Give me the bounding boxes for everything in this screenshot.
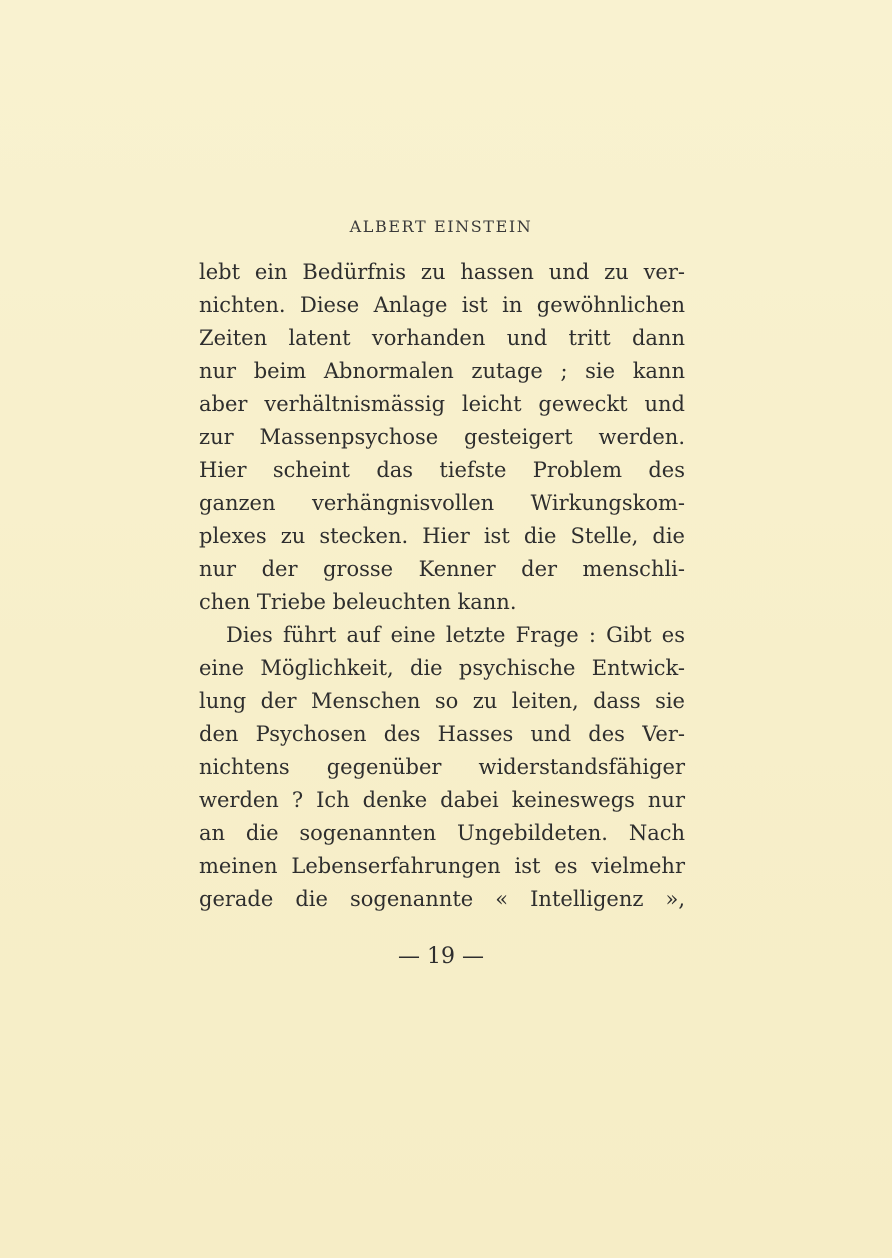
body-text: [199, 256, 685, 916]
text-line: nur beim Abnormalen zutage ; sie kann: [199, 359, 685, 383]
text-line: meinen Lebenserfahrungen ist es vielmehr: [199, 854, 685, 878]
text-line: eine Möglichkeit, die psychische Entwick-: [199, 656, 685, 680]
text-line: werden ? Ich denke dabei keineswegs nur: [199, 788, 685, 812]
text-line: gerade die sogenannte « Intelligenz »,: [199, 887, 685, 911]
text-line: plexes zu stecken. Hier ist die Stelle, die: [199, 524, 685, 548]
text-line: nur der grosse Kenner der menschli-: [199, 557, 685, 581]
text-line: ganzen verhängnisvollen Wirkungskom-: [199, 491, 685, 515]
text-line: aber verhältnismässig leicht geweckt und: [199, 392, 685, 416]
text-line: Hier scheint das tiefste Problem des: [199, 458, 685, 482]
text-line: lebt ein Bedürfnis zu hassen und zu ver-: [199, 260, 685, 284]
text-line: zur Massenpsychose gesteigert werden.: [199, 425, 685, 449]
text-line: nichten. Diese Anlage ist in gewöhnlichen: [199, 293, 685, 317]
page-number: — 19 —: [398, 944, 484, 969]
paragraph: [199, 619, 685, 916]
text-line: Zeiten latent vorhanden und tritt dann: [199, 326, 685, 350]
text-line: Dies führt auf eine letzte Frage : Gibt es: [226, 623, 685, 647]
running-head: ALBERT EINSTEIN: [349, 217, 533, 236]
text-line: den Psychosen des Hasses und des Ver-: [199, 722, 685, 746]
text-line: nichtens gegenüber widerstandsfähiger: [199, 755, 685, 779]
text-line: an die sogenannten Ungebildeten. Nach: [199, 821, 685, 845]
paragraph: [199, 256, 685, 619]
text-line: chen Triebe beleuchten kann.: [199, 590, 517, 614]
text-line: lung der Menschen so zu leiten, dass sie: [199, 689, 685, 713]
